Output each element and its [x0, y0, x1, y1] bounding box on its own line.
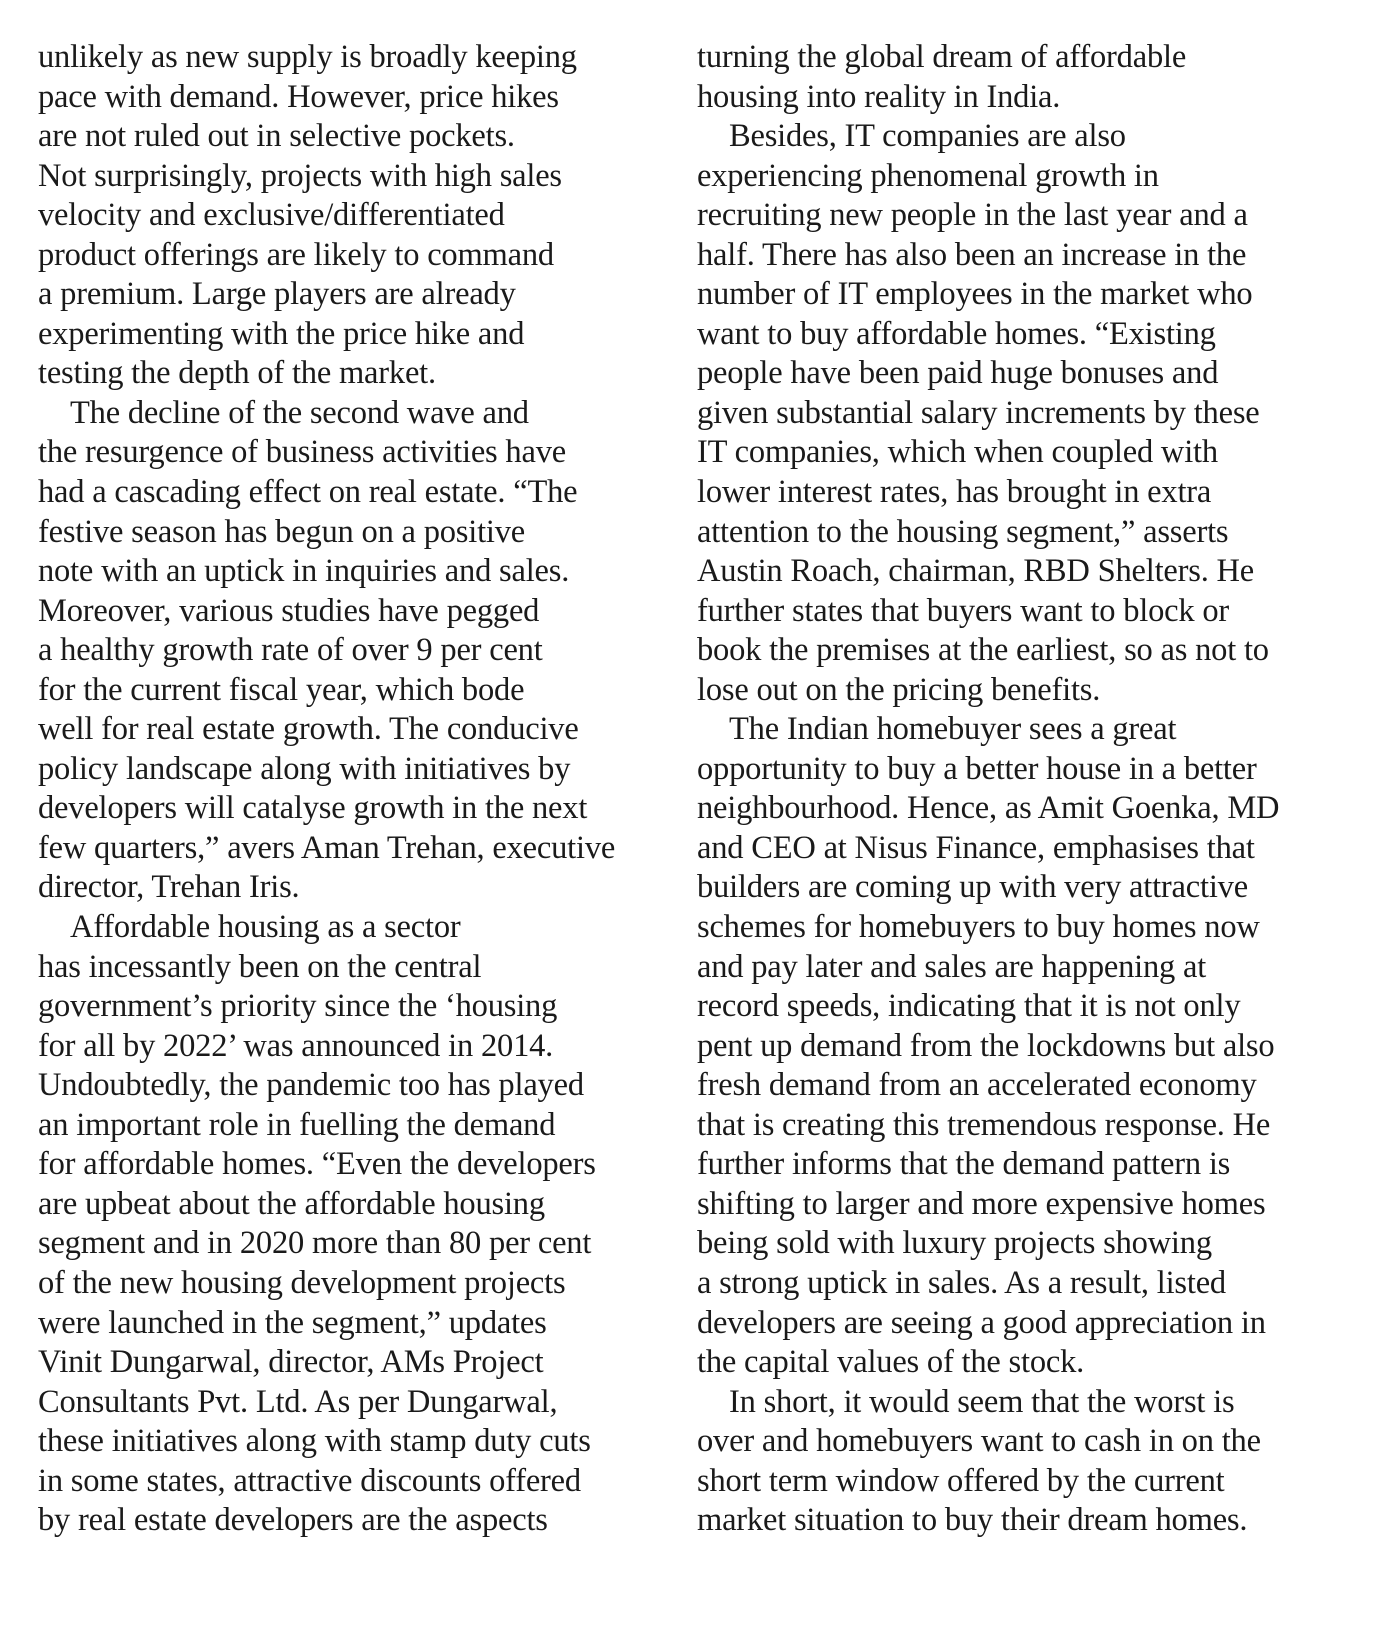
text-line: book the premises at the earliest, so as not to: [697, 632, 1269, 669]
text-line: Vinit Dungarwal, director, AMs Project: [38, 1344, 544, 1381]
text-line: a premium. Large players are already: [38, 276, 516, 313]
text-line: a healthy growth rate of over 9 per cent: [38, 632, 543, 669]
text-line: segment and in 2020 more than 80 per cent: [38, 1225, 592, 1262]
article-column-right: [697, 38, 1357, 1541]
text-line: people have been paid huge bonuses and: [697, 355, 1219, 392]
text-line: and pay later and sales are happening at: [697, 948, 1207, 985]
text-line: are upbeat about the affordable housing: [38, 1185, 545, 1222]
text-line: had a cascading effect on real estate. “The: [38, 474, 578, 511]
text-line: Consultants Pvt. Ltd. As per Dungarwal,: [38, 1383, 558, 1420]
text-line: director, Trehan Iris.: [38, 869, 300, 906]
text-line: shifting to larger and more expensive homes: [697, 1185, 1266, 1222]
text-line: lose out on the pricing benefits.: [697, 671, 1101, 708]
text-line: has incessantly been on the central: [38, 948, 482, 985]
text-line: experimenting with the price hike and: [38, 315, 525, 352]
paragraph-first-line: The decline of the second wave and: [70, 394, 529, 431]
text-line: pent up demand from the lockdowns but also: [697, 1027, 1275, 1064]
text-line: of the new housing development projects: [38, 1264, 566, 1301]
text-line: Austin Roach, chairman, RBD Shelters. He: [697, 553, 1255, 590]
text-line: over and homebuyers want to cash in on the: [697, 1423, 1261, 1460]
text-line: opportunity to buy a better house in a better: [697, 750, 1257, 787]
text-line: policy landscape along with initiatives by: [38, 750, 571, 787]
text-line: want to buy affordable homes. “Existing: [697, 315, 1216, 352]
text-line: developers will catalyse growth in the next: [38, 790, 588, 827]
paragraph-first-line: Besides, IT companies are also: [729, 118, 1126, 155]
text-line: these initiatives along with stamp duty cuts: [38, 1423, 591, 1460]
text-line: for the current fiscal year, which bode: [38, 671, 525, 708]
text-line: record speeds, indicating that it is not only: [697, 988, 1241, 1025]
text-line: for affordable homes. “Even the developers: [38, 1146, 596, 1183]
article-column-left: [38, 38, 678, 1541]
text-line: schemes for homebuyers to buy homes now: [697, 909, 1260, 946]
text-line: product offerings are likely to command: [38, 236, 554, 273]
text-line: pace with demand. However, price hikes: [38, 78, 559, 115]
text-line: in some states, attractive discounts offered: [38, 1462, 581, 1499]
paragraph-first-line: Affordable housing as a sector: [70, 909, 461, 946]
text-line: turning the global dream of affordable: [697, 39, 1187, 75]
paragraph-first-line: The Indian homebuyer sees a great: [729, 711, 1177, 748]
text-line: unlikely as new supply is broadly keeping: [38, 39, 577, 75]
text-line: festive season has begun on a positive: [38, 513, 526, 550]
text-line: recruiting new people in the last year and a: [697, 197, 1248, 234]
text-line: and CEO at Nisus Finance, emphasises that: [697, 829, 1255, 866]
text-line: further states that buyers want to block or: [697, 592, 1230, 629]
text-line: being sold with luxury projects showing: [697, 1225, 1212, 1262]
text-line: builders are coming up with very attractive: [697, 869, 1248, 906]
text-line: for all by 2022’ was announced in 2014.: [38, 1027, 554, 1064]
text-line: an important role in fuelling the demand: [38, 1106, 556, 1143]
text-line: Moreover, various studies have pegged: [38, 592, 540, 629]
text-line: lower interest rates, has brought in extra: [697, 474, 1212, 511]
text-line: number of IT employees in the market who: [697, 276, 1253, 313]
text-line: were launched in the segment,” updates: [38, 1304, 547, 1341]
text-line: are not ruled out in selective pockets.: [38, 118, 515, 155]
text-line: Not surprisingly, projects with high sales: [38, 157, 562, 194]
text-line: Undoubtedly, the pandemic too has played: [38, 1067, 584, 1104]
text-line: well for real estate growth. The conducive: [38, 711, 579, 748]
text-line: short term window offered by the current: [697, 1462, 1225, 1499]
text-line: neighbourhood. Hence, as Amit Goenka, MD: [697, 790, 1280, 827]
text-line: housing into reality in India.: [697, 78, 1061, 115]
text-line: a strong uptick in sales. As a result, listed: [697, 1264, 1226, 1301]
text-line: fresh demand from an accelerated economy: [697, 1067, 1257, 1104]
text-line: half. There has also been an increase in the: [697, 236, 1247, 273]
text-line: further informs that the demand pattern is: [697, 1146, 1231, 1183]
text-line: government’s priority since the ‘housing: [38, 988, 558, 1025]
paragraph-first-line: In short, it would seem that the worst is: [729, 1383, 1235, 1420]
text-line: testing the depth of the market.: [38, 355, 436, 392]
text-line: developers are seeing a good appreciation in: [697, 1304, 1266, 1341]
text-line: note with an uptick in inquiries and sales.: [38, 553, 570, 590]
text-line: by real estate developers are the aspects: [38, 1502, 548, 1539]
text-line: market situation to buy their dream homes.: [697, 1502, 1248, 1539]
text-line: the capital values of the stock.: [697, 1344, 1085, 1381]
text-line: given substantial salary increments by these: [697, 394, 1260, 431]
text-line: few quarters,” avers Aman Trehan, executive: [38, 829, 616, 866]
text-line: attention to the housing segment,” asserts: [697, 513, 1229, 550]
text-line: IT companies, which when coupled with: [697, 434, 1218, 471]
text-line: that is creating this tremendous response. He: [697, 1106, 1271, 1143]
text-line: experiencing phenomenal growth in: [697, 157, 1159, 194]
text-line: the resurgence of business activities have: [38, 434, 566, 471]
text-line: velocity and exclusive/differentiated: [38, 197, 505, 234]
